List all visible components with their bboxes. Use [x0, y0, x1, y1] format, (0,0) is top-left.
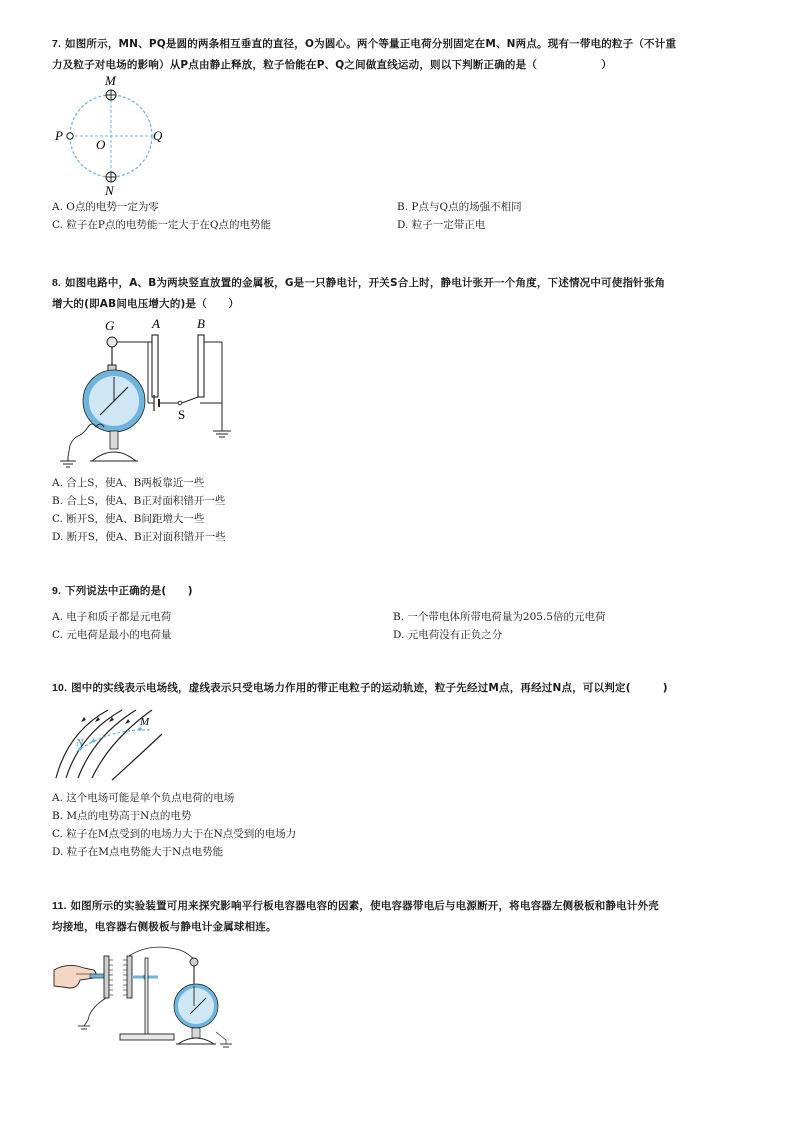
q10-figure-field-lines: [50, 708, 162, 782]
q7-label-q: Q: [153, 128, 162, 143]
q10-field-line-5: [112, 734, 162, 780]
q10-option-a[interactable]: A. 这个电场可能是单个负点电荷的电场: [52, 792, 235, 804]
q10-trajectory: [76, 730, 150, 752]
q7-label-o: O: [96, 137, 106, 152]
q7-number: 7.: [52, 38, 62, 50]
q9-number: 9.: [52, 585, 62, 597]
q11-electroscope-ball: [190, 958, 198, 966]
q10-option-c[interactable]: C. 粒子在M点受到的电场力大于在N点受到的电场力: [52, 828, 297, 840]
q8-option-d[interactable]: D. 断开S，使A、B正对面积错开一些: [52, 531, 226, 543]
q8-option-c[interactable]: C. 断开S，使A、B间距增大一些: [52, 513, 205, 525]
q10-label-m: M: [140, 716, 150, 728]
q7-charge-m-icon: [106, 90, 116, 100]
q11-stand-base: [120, 1034, 174, 1040]
q9-option-a[interactable]: A. 电子和质子都是元电荷: [52, 611, 172, 623]
q11-hand-icon: [54, 965, 96, 988]
q8-ball-g: [107, 337, 117, 347]
q10-stem: 10. 图中的实线表示电场线，虚线表示只受电场力作用的带正电粒子的运动轨迹，粒子先经过M点，再经过N点，可以判定( ): [52, 682, 668, 694]
q8-stem-line2: 增大的(即AB间电压增大的)是（ ）: [52, 298, 240, 310]
q11-electroscope-jar: [176, 986, 216, 1026]
q7-option-d[interactable]: D. 粒子一定带正电: [397, 219, 486, 231]
q9-stem: 9. 下列说法中正确的是( ): [52, 585, 193, 597]
q7-charge-n-icon: [106, 172, 116, 182]
q10-option-d[interactable]: D. 粒子在M点电势能大于N点电势能: [52, 846, 224, 858]
q8-label-b: B: [197, 316, 205, 331]
q7-option-c[interactable]: C. 粒子在P点的电势能一定大于在Q点的电势能: [52, 219, 272, 231]
q7-option-b[interactable]: B. P点与Q点的场强不相同: [397, 201, 522, 213]
q11-right-plate: [127, 956, 132, 998]
q7-stem-line2: 力及粒子对电场的影响）从P点由静止释放，粒子恰能在P、Q之间做直线运动，则以下判断正确的是（ ）: [52, 59, 612, 71]
q8-label-a: A: [152, 316, 160, 331]
q10-number: 10.: [52, 682, 68, 694]
q7-point-p: [67, 133, 73, 139]
q8-stem-line1: 8. 如图电路中，A、B为两块竖直放置的金属板，G是一只静电计，开关S合上时，静电计张开一个角度，下述情况中可使指针张角: [52, 277, 666, 289]
q8-option-b[interactable]: B. 合上S，使A、B正对面积错开一些: [52, 495, 226, 507]
q8-option-a[interactable]: A. 合上S，使A、B两板靠近一些: [52, 477, 205, 489]
q8-label-s: S: [178, 407, 186, 422]
q8-switch-s: [182, 397, 198, 403]
q7-label-n: N: [105, 183, 114, 198]
q11-stem-line2: 均接地，电容器右侧极板与静电计金属球相连。: [52, 921, 277, 933]
q11-stem: [52, 896, 752, 938]
q8-figure-electroscope-circuit: [50, 315, 240, 471]
q9-option-c[interactable]: C. 元电荷是最小的电荷量: [52, 629, 172, 641]
q8-switch-contact: [178, 401, 182, 405]
q7-figure-circle-charges: [52, 74, 162, 198]
q11-left-plate: [104, 956, 109, 998]
q7-stem: [52, 34, 752, 76]
q10-label-n: N: [76, 737, 84, 749]
q7-stem-line1: 7. 如图所示，MN、PQ是圆的两条相互垂直的直径，O为圆心。两个等量正电荷分别固定在M、N两点。现有一带电的粒子（不计重: [52, 38, 677, 50]
q8-plate-a: [152, 335, 158, 397]
q10-option-b[interactable]: B. M点的电势高于N点的电势: [52, 810, 192, 822]
q11-number: 11.: [52, 900, 67, 912]
q9-option-d[interactable]: D. 元电荷没有正负之分: [393, 629, 503, 641]
q8-coil: [68, 424, 104, 457]
q11-stem-line1: 11. 如图所示的实验装置可用来探究影响平行板电容器电容的因素，使电容器带电后与电源断开，将电容器左侧极板和静电计外壳: [52, 900, 659, 912]
q7-option-a[interactable]: A. O点的电势一定为零: [52, 201, 159, 213]
q8-stem: [52, 273, 752, 315]
q7-label-m: M: [105, 74, 116, 88]
q8-number: 8.: [52, 277, 62, 289]
q9-option-b[interactable]: B. 一个带电体所带电荷量为205.5倍的元电荷: [393, 611, 606, 623]
q8-plate-b: [198, 335, 204, 397]
q11-figure-capacitor-apparatus: [50, 944, 250, 1054]
q8-label-g: G: [105, 318, 115, 333]
q7-label-p: P: [55, 128, 63, 143]
